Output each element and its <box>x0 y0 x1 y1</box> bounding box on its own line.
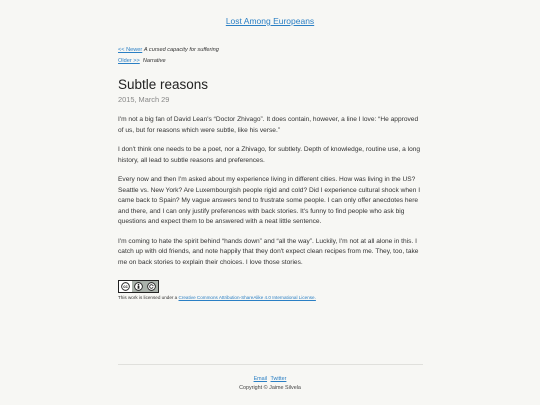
post-body <box>118 115 423 268</box>
footer-links <box>0 375 540 384</box>
cc-license-badge[interactable] <box>118 280 159 293</box>
older-post-title: Narrative <box>142 58 166 64</box>
newer-post-link[interactable]: << Newer <box>118 47 143 53</box>
post-title: Subtle reasons <box>118 77 209 92</box>
attribution-icon <box>132 281 145 292</box>
post-paragraph: I'm coming to hate the spirit behind “hands down” and “all the way”. Luckily, I'm not at all alone in this. I catch up with old friends, and note happily that they don't expect clean recipes from me. They, too, take me on back stories to explain their choices. I love those stories. <box>118 237 419 266</box>
svg-text:cc: cc <box>123 284 128 290</box>
license-block <box>118 280 423 300</box>
license-statement <box>118 295 423 300</box>
post-paragraph: I don't think one needs to be a poet, nor a Zhivago, for subtlety. Depth of knowledge, routine use, a long history, all lead to subtle reasons and preferences. <box>118 146 421 164</box>
newer-post-title: A cursed capacity for suffering <box>143 47 219 53</box>
newer-post-nav <box>118 46 423 55</box>
main-content <box>118 46 423 300</box>
share-alike-icon <box>145 281 158 292</box>
cc-icon <box>119 281 132 292</box>
post-date: 2015, March 29 <box>118 95 170 104</box>
footer-divider <box>118 364 423 365</box>
license-link[interactable]: Creative Commons Attribution-ShareAlike 4.0 International License. <box>178 295 316 300</box>
older-post-nav <box>118 57 423 66</box>
copyright-text: Copyright © Jaime Silvela <box>239 385 301 391</box>
post-paragraph: I'm not a big fan of David Lean's “Doctor Zhivago”. It does contain, however, a line I love: “He approved of us, but for reasons which were subtle, like his verse.” <box>118 116 419 134</box>
site-title-link[interactable]: Lost Among Europeans <box>225 16 315 26</box>
site-header <box>0 16 540 26</box>
older-post-link[interactable]: Older >> <box>118 58 140 64</box>
site-footer <box>0 375 540 393</box>
twitter-link[interactable]: Twitter <box>270 376 287 382</box>
email-link[interactable]: Email <box>253 376 268 382</box>
post-paragraph: Every now and then I'm asked about my experience living in different cities. How was living in the US? Seattle vs. New York? Are Luxembourgish people rigid and cold? Did I experience cultural shock when I came back to Spain? My vague answers tend to frustrate some people. I can only offer anecdotes here and there, and I can only justify preferences with back stories. It's funny to find people who ask big questions and expect them to be answered with a neat little sentence. <box>118 176 421 225</box>
license-text: This work is licensed under a <box>118 295 178 300</box>
